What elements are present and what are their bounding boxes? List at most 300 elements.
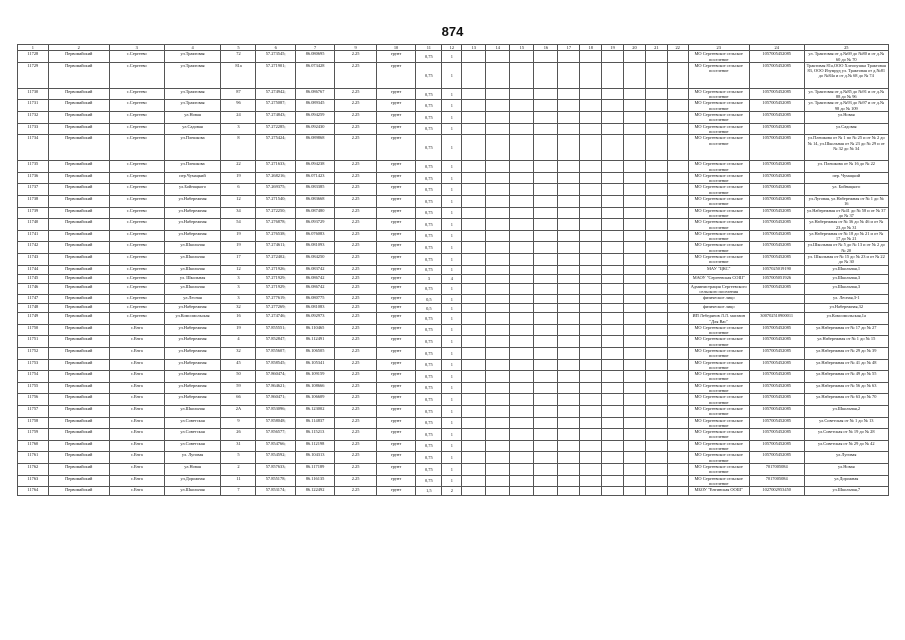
width-cell: 2.25: [335, 463, 377, 475]
empty-cell: [580, 405, 602, 417]
empty-cell: [624, 405, 646, 417]
volume-cell: 0,75: [416, 394, 442, 406]
empty-cell: [558, 487, 580, 496]
empty-cell: [510, 274, 534, 283]
empty-cell: [667, 359, 688, 371]
volume-cell: 0,75: [416, 347, 442, 359]
empty-cell: [462, 475, 486, 487]
volume-cell: 0,75: [416, 359, 442, 371]
table-row: [18, 371, 889, 383]
empty-cell: [624, 265, 646, 274]
empty-cell: [580, 242, 602, 254]
empty-cell: [667, 405, 688, 417]
street-cell: ул.Набережная: [164, 336, 221, 348]
empty-cell: [534, 123, 558, 135]
empty-cell: [667, 62, 688, 88]
longitude-cell: 86.106505: [295, 347, 334, 359]
row-number: 11750: [18, 324, 49, 336]
latitude-cell: 57.273545;: [256, 51, 295, 63]
house-cell: 6: [221, 184, 256, 196]
row-number: 11742: [18, 242, 49, 254]
settlement-cell: с.Сергеево: [109, 283, 164, 295]
empty-cell: [580, 254, 602, 266]
longitude-cell: 86.092973: [295, 313, 334, 325]
volume-cell: 0,75: [416, 417, 442, 429]
empty-cell: [624, 475, 646, 487]
count-cell: 1: [442, 394, 462, 406]
latitude-cell: 57.274746;: [256, 313, 295, 325]
empty-cell: [624, 452, 646, 464]
address-note-cell: ул.Школьная,2: [804, 405, 888, 417]
width-cell: 2.25: [335, 230, 377, 242]
longitude-cell: 86.083668: [295, 196, 334, 208]
owner-cell: МО Сергеевское сельское поселение: [688, 51, 749, 63]
column-header: 3: [109, 45, 164, 51]
column-header: 24: [749, 45, 804, 51]
ogrn-cell: 1057005452085: [749, 123, 804, 135]
count-cell: 1: [442, 219, 462, 231]
count-cell: 1: [442, 51, 462, 63]
cover-cell: грунт: [376, 359, 415, 371]
longitude-cell: 86.093729: [295, 219, 334, 231]
table-row: [18, 62, 889, 88]
empty-cell: [645, 417, 667, 429]
empty-cell: [510, 324, 534, 336]
latitude-cell: 57.855178;: [256, 475, 295, 487]
empty-cell: [558, 161, 580, 173]
latitude-cell: 57.857633;: [256, 463, 295, 475]
empty-cell: [602, 196, 624, 208]
empty-cell: [602, 371, 624, 383]
cover-cell: грунт: [376, 382, 415, 394]
volume-cell: 0,75: [416, 219, 442, 231]
longitude-cell: 86.117189: [295, 463, 334, 475]
empty-cell: [667, 304, 688, 313]
empty-cell: [510, 123, 534, 135]
empty-cell: [534, 184, 558, 196]
count-cell: 1: [442, 123, 462, 135]
address-note-cell: ул.Дорожная: [804, 475, 888, 487]
longitude-cell: 86.094238: [295, 161, 334, 173]
empty-cell: [624, 382, 646, 394]
volume-cell: 0,5: [416, 295, 442, 304]
address-note-cell: ул.Советская от № 1 до № 13: [804, 417, 888, 429]
empty-cell: [624, 274, 646, 283]
empty-cell: [645, 196, 667, 208]
empty-cell: [602, 265, 624, 274]
district-cell: Первомайский: [48, 304, 109, 313]
empty-cell: [486, 324, 510, 336]
count-cell: 1: [442, 336, 462, 348]
empty-cell: [558, 295, 580, 304]
ogrn-cell: 1057005452085: [749, 172, 804, 184]
empty-cell: [486, 417, 510, 429]
latitude-cell: 57.268216;: [256, 172, 295, 184]
settlement-cell: с.Сергеево: [109, 172, 164, 184]
settlement-cell: с.Енга: [109, 429, 164, 441]
longitude-cell: 86.106609: [295, 394, 334, 406]
street-cell: ул.Набережная: [164, 324, 221, 336]
cover-cell: грунт: [376, 313, 415, 325]
district-cell: Первомайский: [48, 161, 109, 173]
longitude-cell: 86.108666: [295, 382, 334, 394]
row-number: 11754: [18, 371, 49, 383]
house-cell: 7: [221, 487, 256, 496]
empty-cell: [645, 336, 667, 348]
table-row: [18, 440, 889, 452]
empty-cell: [510, 172, 534, 184]
address-note-cell: ул.Садовая: [804, 123, 888, 135]
house-cell: 17: [221, 254, 256, 266]
empty-cell: [624, 123, 646, 135]
owner-cell: физическое лицо: [688, 295, 749, 304]
count-cell: 1: [442, 207, 462, 219]
address-note-cell: ул.Луговая: [804, 452, 888, 464]
empty-cell: [486, 359, 510, 371]
empty-cell: [602, 230, 624, 242]
column-header: 5: [221, 45, 256, 51]
empty-cell: [558, 219, 580, 231]
cover-cell: грунт: [376, 219, 415, 231]
address-note-cell: пер. Чумацкий: [804, 172, 888, 184]
settlement-cell: с.Енга: [109, 475, 164, 487]
ogrn-cell: 1057005051926: [749, 274, 804, 283]
address-note-cell: ул. Трактовая от д.№93 до №97 и от д.№ 98 до № 109: [804, 100, 888, 112]
volume-cell: 0,75: [416, 283, 442, 295]
street-cell: ул.Советская: [164, 440, 221, 452]
empty-cell: [462, 440, 486, 452]
empty-cell: [602, 123, 624, 135]
settlement-cell: с.Сергеево: [109, 265, 164, 274]
latitude-cell: 57.275087;: [256, 100, 295, 112]
empty-cell: [602, 112, 624, 124]
empty-cell: [602, 161, 624, 173]
cover-cell: грунт: [376, 463, 415, 475]
column-header: 14: [486, 45, 510, 51]
volume-cell: 0,75: [416, 62, 442, 88]
empty-cell: [534, 452, 558, 464]
street-cell: ул.Набережная: [164, 304, 221, 313]
table-row: [18, 184, 889, 196]
owner-cell: МО Сергеевское сельское поселение: [688, 347, 749, 359]
street-cell: ул.Набережная: [164, 207, 221, 219]
count-cell: 1: [442, 184, 462, 196]
empty-cell: [534, 283, 558, 295]
empty-cell: [462, 100, 486, 112]
empty-cell: [558, 62, 580, 88]
ogrn-cell: 1057005452085: [749, 242, 804, 254]
empty-cell: [667, 324, 688, 336]
street-cell: ул.Школьная: [164, 405, 221, 417]
empty-cell: [486, 100, 510, 112]
row-number: 11757: [18, 405, 49, 417]
district-cell: Первомайский: [48, 463, 109, 475]
table-row: [18, 207, 889, 219]
empty-cell: [558, 463, 580, 475]
empty-cell: [534, 172, 558, 184]
empty-cell: [580, 324, 602, 336]
table-row: [18, 172, 889, 184]
owner-cell: МО Сергеевское сельское поселение: [688, 382, 749, 394]
street-cell: ул.Новая: [164, 463, 221, 475]
empty-cell: [486, 265, 510, 274]
empty-cell: [486, 135, 510, 161]
row-number: 11747: [18, 295, 49, 304]
empty-cell: [645, 429, 667, 441]
empty-cell: [534, 88, 558, 100]
cover-cell: грунт: [376, 207, 415, 219]
empty-cell: [558, 475, 580, 487]
cover-cell: грунт: [376, 184, 415, 196]
latitude-cell: 57.275424;: [256, 135, 295, 161]
ogrn-cell: 1057005452085: [749, 382, 804, 394]
street-cell: ул.Комсомольская: [164, 313, 221, 325]
table-row: [18, 394, 889, 406]
street-cell: ул.Трактовая: [164, 62, 221, 88]
house-cell: 26: [221, 429, 256, 441]
empty-cell: [667, 487, 688, 496]
volume-cell: 0,75: [416, 112, 442, 124]
empty-cell: [534, 394, 558, 406]
house-cell: 3: [221, 295, 256, 304]
empty-cell: [645, 207, 667, 219]
ogrn-cell: 1057005452085: [749, 452, 804, 464]
empty-cell: [580, 135, 602, 161]
empty-cell: [645, 100, 667, 112]
latitude-cell: 57.853174;: [256, 487, 295, 496]
settlement-cell: с.Енга: [109, 487, 164, 496]
street-cell: ул.Школьная: [164, 242, 221, 254]
empty-cell: [510, 475, 534, 487]
empty-cell: [486, 394, 510, 406]
owner-cell: МО Сергеевское сельское поселение: [688, 417, 749, 429]
volume-cell: 0,75: [416, 254, 442, 266]
width-cell: 2.25: [335, 112, 377, 124]
empty-cell: [462, 88, 486, 100]
table-row: [18, 283, 889, 295]
count-cell: 1: [442, 135, 462, 161]
empty-cell: [462, 207, 486, 219]
district-cell: Первомайский: [48, 429, 109, 441]
address-note-cell: ул.Набережная от № 56 до № 63: [804, 382, 888, 394]
owner-cell: МО Сергеевское сельское поселение: [688, 184, 749, 196]
count-cell: 1: [442, 283, 462, 295]
empty-cell: [624, 242, 646, 254]
house-cell: 19: [221, 324, 256, 336]
empty-cell: [534, 51, 558, 63]
empty-cell: [645, 135, 667, 161]
empty-cell: [510, 304, 534, 313]
ogrn-cell: 1027002953450: [749, 487, 804, 496]
row-number: 11733: [18, 123, 49, 135]
empty-cell: [558, 324, 580, 336]
empty-cell: [580, 161, 602, 173]
settlement-cell: с.Сергеево: [109, 207, 164, 219]
row-number: 11734: [18, 135, 49, 161]
address-note-cell: ул.Набережная от № 36 до № 46 и от № 23 до № 31: [804, 219, 888, 231]
cover-cell: грунт: [376, 347, 415, 359]
empty-cell: [645, 452, 667, 464]
volume-cell: 0,75: [416, 135, 442, 161]
count-cell: 1: [442, 304, 462, 313]
width-cell: 2.25: [335, 382, 377, 394]
cover-cell: грунт: [376, 440, 415, 452]
empty-cell: [534, 196, 558, 208]
address-note-cell: ул.Набережная от № 18 до № 21 и от № 17 до № 21: [804, 230, 888, 242]
street-cell: ул.Школьная: [164, 487, 221, 496]
settlement-cell: с.Сергеево: [109, 100, 164, 112]
width-cell: 2.25: [335, 304, 377, 313]
count-cell: 1: [442, 62, 462, 88]
empty-cell: [667, 274, 688, 283]
cover-cell: грунт: [376, 254, 415, 266]
empty-cell: [462, 452, 486, 464]
settlement-cell: с.Сергеево: [109, 295, 164, 304]
empty-cell: [462, 219, 486, 231]
empty-cell: [602, 429, 624, 441]
empty-cell: [558, 336, 580, 348]
row-number: 11762: [18, 463, 49, 475]
empty-cell: [486, 62, 510, 88]
empty-cell: [602, 440, 624, 452]
table-row: [18, 382, 889, 394]
ogrn-cell: 1057005452085: [749, 371, 804, 383]
latitude-cell: 57.276878;: [256, 219, 295, 231]
volume-cell: 0,75: [416, 207, 442, 219]
owner-cell: МО Сергеевское сельское поселение: [688, 196, 749, 208]
empty-cell: [510, 382, 534, 394]
address-note-cell: ул.Набережная от № 1 до № 15: [804, 336, 888, 348]
latitude-cell: 57.272250;: [256, 207, 295, 219]
empty-cell: [558, 304, 580, 313]
empty-cell: [667, 394, 688, 406]
empty-cell: [462, 283, 486, 295]
cover-cell: грунт: [376, 100, 415, 112]
row-number: 11758: [18, 417, 49, 429]
empty-cell: [486, 274, 510, 283]
house-cell: 32: [221, 347, 256, 359]
empty-cell: [624, 463, 646, 475]
volume-cell: 0,75: [416, 196, 442, 208]
cover-cell: грунт: [376, 62, 415, 88]
empty-cell: [558, 254, 580, 266]
empty-cell: [645, 359, 667, 371]
empty-cell: [602, 359, 624, 371]
settlement-cell: с.Сергеево: [109, 230, 164, 242]
width-cell: 2.25: [335, 475, 377, 487]
latitude-cell: 57.864621;: [256, 382, 295, 394]
row-number: 11759: [18, 429, 49, 441]
empty-cell: [558, 429, 580, 441]
empty-cell: [462, 161, 486, 173]
empty-cell: [580, 347, 602, 359]
address-note-cell: ул.Набережная от № 29 до № 39: [804, 347, 888, 359]
table-row: [18, 265, 889, 274]
address-note-cell: ул.Новая: [804, 112, 888, 124]
volume-cell: 0,75: [416, 123, 442, 135]
empty-cell: [624, 313, 646, 325]
table-row: [18, 242, 889, 254]
longitude-cell: 86.086742: [295, 283, 334, 295]
empty-cell: [580, 463, 602, 475]
district-cell: Первомайский: [48, 230, 109, 242]
table-row: [18, 417, 889, 429]
ogrn-cell: [749, 304, 804, 313]
width-cell: 2.25: [335, 452, 377, 464]
cover-cell: грунт: [376, 161, 415, 173]
latitude-cell: 57.271929;: [256, 274, 295, 283]
empty-cell: [580, 440, 602, 452]
table-row: [18, 219, 889, 231]
address-note-cell: ул.Набережная от №41 до № 58 и от № 37 до № 37: [804, 207, 888, 219]
owner-cell: МО Сергеевское сельское поселение: [688, 254, 749, 266]
empty-cell: [534, 62, 558, 88]
ogrn-cell: 7017005084: [749, 475, 804, 487]
empty-cell: [645, 487, 667, 496]
empty-cell: [462, 265, 486, 274]
empty-cell: [667, 463, 688, 475]
empty-cell: [510, 283, 534, 295]
empty-cell: [667, 371, 688, 383]
empty-cell: [486, 336, 510, 348]
empty-cell: [486, 254, 510, 266]
empty-cell: [462, 405, 486, 417]
count-cell: 1: [442, 172, 462, 184]
count-cell: 1: [442, 265, 462, 274]
empty-cell: [486, 172, 510, 184]
empty-cell: [486, 452, 510, 464]
volume-cell: 0,75: [416, 382, 442, 394]
house-cell: 12: [221, 265, 256, 274]
empty-cell: [486, 184, 510, 196]
column-header: 9: [335, 45, 377, 51]
table-row: [18, 196, 889, 208]
empty-cell: [624, 417, 646, 429]
empty-cell: [486, 88, 510, 100]
table-row: [18, 487, 889, 496]
empty-cell: [462, 135, 486, 161]
cover-cell: грунт: [376, 242, 415, 254]
empty-cell: [645, 313, 667, 325]
street-cell: ул.Садовая: [164, 123, 221, 135]
empty-cell: [510, 440, 534, 452]
district-cell: Первомайский: [48, 207, 109, 219]
empty-cell: [534, 347, 558, 359]
ogrn-cell: 1057005452085: [749, 88, 804, 100]
empty-cell: [602, 274, 624, 283]
width-cell: 2.25: [335, 405, 377, 417]
district-cell: Первомайский: [48, 274, 109, 283]
street-cell: ул.Школьная: [164, 265, 221, 274]
empty-cell: [558, 88, 580, 100]
owner-cell: МО Сергеевское сельское поселение: [688, 371, 749, 383]
row-number: 11735: [18, 161, 49, 173]
longitude-cell: 86.110465: [295, 324, 334, 336]
empty-cell: [462, 295, 486, 304]
empty-cell: [645, 304, 667, 313]
street-cell: ул.Плешкова: [164, 135, 221, 161]
address-note-cell: ул.Набережная от № 41 до № 48: [804, 359, 888, 371]
owner-cell: МО Сергеевское сельское поселение: [688, 336, 749, 348]
width-cell: 2.25: [335, 265, 377, 274]
empty-cell: [667, 336, 688, 348]
longitude-cell: 86.084250: [295, 254, 334, 266]
width-cell: 2.25: [335, 336, 377, 348]
empty-cell: [645, 405, 667, 417]
empty-cell: [558, 452, 580, 464]
empty-cell: [534, 487, 558, 496]
empty-cell: [462, 196, 486, 208]
